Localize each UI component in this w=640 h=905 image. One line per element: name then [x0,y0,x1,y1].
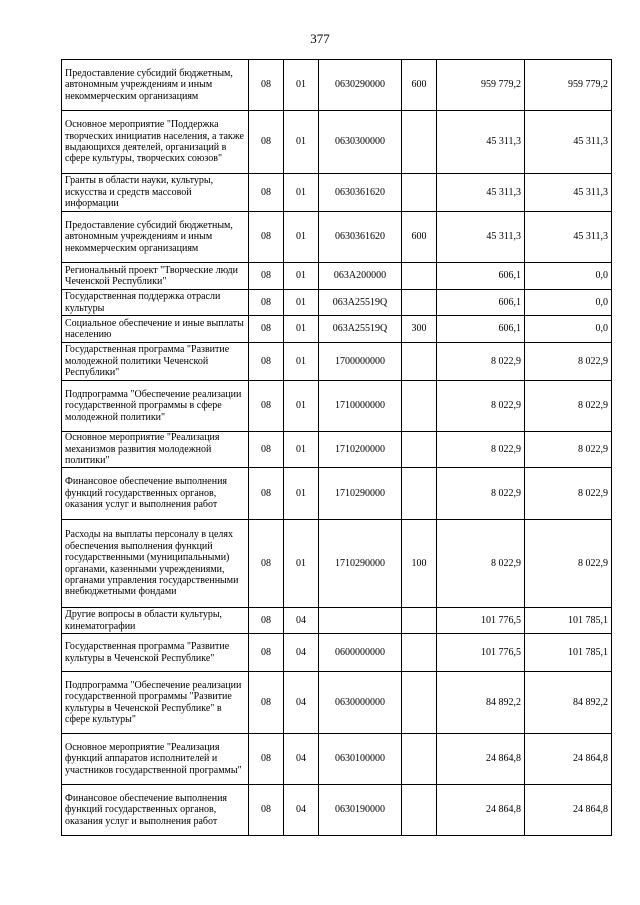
row-sum-year2: 8 022,9 [525,520,612,608]
table-row [62,316,612,343]
row-name: Расходы на выплаты персоналу в целях обеспечения выполнения функций государственными (муниципальными) органами, казенными учреждениями, органами управления государственными внебюджетными фондами [62,520,249,608]
row-subsection: 01 [284,381,319,432]
row-sum-year2: 0,0 [525,290,612,316]
table-row [62,212,612,263]
row-name: Государственная программа "Развитие культуры в Чеченской Республике" [62,634,249,672]
table-row [62,608,612,634]
budget-table [61,59,612,836]
row-subsection: 01 [284,343,319,381]
row-target-code: 0630190000 [319,785,402,836]
row-sum-year1: 45 311,3 [437,111,525,174]
row-sum-year2: 24 864,8 [525,734,612,785]
row-subsection: 01 [284,263,319,290]
row-name: Основное мероприятие "Поддержка творческих инициатив населения, а также выдающихся деятелей, организаций в сфере культуры, творческих союзов" [62,111,249,174]
row-expense-type [402,734,437,785]
row-name: Предоставление субсидий бюджетным, автономным учреждениям и иным некоммерческим организациям [62,212,249,263]
row-target-code [319,608,402,634]
row-name: Другие вопросы в области культуры, кинематографии [62,608,249,634]
row-sum-year2: 45 311,3 [525,111,612,174]
row-name: Основное мероприятие "Реализация функций аппаратов исполнителей и участников государственной программы" [62,734,249,785]
row-sum-year1: 84 892,2 [437,672,525,734]
row-sum-year1: 45 311,3 [437,212,525,263]
row-sum-year2: 84 892,2 [525,672,612,734]
row-section: 08 [249,111,284,174]
table-row [62,381,612,432]
row-sum-year1: 101 776,5 [437,634,525,672]
row-target-code: 0600000000 [319,634,402,672]
table-row [62,174,612,212]
row-target-code: 1710290000 [319,520,402,608]
row-target-code: 0630100000 [319,734,402,785]
row-expense-type [402,343,437,381]
row-sum-year2: 8 022,9 [525,468,612,520]
row-sum-year2: 101 785,1 [525,608,612,634]
row-sum-year2: 101 785,1 [525,634,612,672]
row-sum-year1: 959 779,2 [437,60,525,111]
row-section: 08 [249,174,284,212]
row-sum-year1: 45 311,3 [437,174,525,212]
row-section: 08 [249,734,284,785]
row-target-code: 063А200000 [319,263,402,290]
page-number: 377 [310,31,330,46]
table-row [62,672,612,734]
row-target-code: 1710290000 [319,468,402,520]
row-section: 08 [249,785,284,836]
row-target-code: 1710000000 [319,381,402,432]
row-target-code: 063А25519Q [319,316,402,343]
row-sum-year1: 606,1 [437,290,525,316]
row-expense-type [402,672,437,734]
row-subsection: 01 [284,520,319,608]
row-expense-type [402,468,437,520]
row-name: Региональный проект "Творческие люди Чеченской Республики" [62,263,249,290]
row-expense-type [402,608,437,634]
row-sum-year1: 606,1 [437,316,525,343]
row-sum-year2: 0,0 [525,316,612,343]
row-subsection: 04 [284,785,319,836]
row-sum-year2: 8 022,9 [525,432,612,468]
row-expense-type [402,634,437,672]
row-sum-year1: 8 022,9 [437,343,525,381]
table-row [62,634,612,672]
row-expense-type [402,785,437,836]
row-section: 08 [249,468,284,520]
row-sum-year1: 24 864,8 [437,734,525,785]
row-subsection: 01 [284,174,319,212]
row-name: Подпрограмма "Обеспечение реализации государственной программы "Развитие культуры в Чеченской Республике" в сфере культуры" [62,672,249,734]
row-expense-type [402,381,437,432]
row-name: Государственная поддержка отрасли культуры [62,290,249,316]
row-subsection: 01 [284,468,319,520]
row-section: 08 [249,60,284,111]
row-target-code: 0630000000 [319,672,402,734]
row-sum-year2: 8 022,9 [525,343,612,381]
row-section: 08 [249,263,284,290]
row-name: Предоставление субсидий бюджетным, автономным учреждениям и иным некоммерческим организациям [62,60,249,111]
row-target-code: 0630361620 [319,212,402,263]
row-sum-year2: 8 022,9 [525,381,612,432]
row-expense-type [402,432,437,468]
row-target-code: 063А25519Q [319,290,402,316]
row-subsection: 04 [284,608,319,634]
row-sum-year2: 45 311,3 [525,174,612,212]
row-target-code: 1700000000 [319,343,402,381]
row-section: 08 [249,520,284,608]
row-name: Финансовое обеспечение выполнения функций государственных органов, оказания услуг и выполнения работ [62,468,249,520]
table-row [62,520,612,608]
row-name: Государственная программа "Развитие молодежной политики Чеченской Республики" [62,343,249,381]
row-section: 08 [249,634,284,672]
row-target-code: 0630290000 [319,60,402,111]
table-row [62,785,612,836]
row-sum-year1: 8 022,9 [437,520,525,608]
row-subsection: 01 [284,316,319,343]
row-section: 08 [249,672,284,734]
row-name: Социальное обеспечение и иные выплаты населению [62,316,249,343]
row-subsection: 01 [284,60,319,111]
row-target-code: 1710200000 [319,432,402,468]
table-row [62,468,612,520]
row-expense-type: 600 [402,212,437,263]
row-name: Подпрограмма "Обеспечение реализации государственной программы в сфере молодежной политики" [62,381,249,432]
table-row [62,60,612,111]
row-section: 08 [249,343,284,381]
row-name: Финансовое обеспечение выполнения функций государственных органов, оказания услуг и выполнения работ [62,785,249,836]
row-sum-year1: 8 022,9 [437,432,525,468]
row-expense-type: 100 [402,520,437,608]
table-row [62,734,612,785]
row-section: 08 [249,212,284,263]
row-sum-year1: 606,1 [437,263,525,290]
row-expense-type: 300 [402,316,437,343]
row-expense-type [402,263,437,290]
row-expense-type: 600 [402,60,437,111]
row-subsection: 01 [284,212,319,263]
row-section: 08 [249,290,284,316]
row-subsection: 04 [284,734,319,785]
table-row [62,432,612,468]
row-name: Гранты в области науки, культуры, искусства и средств массовой информации [62,174,249,212]
table-row [62,343,612,381]
table-row [62,290,612,316]
row-subsection: 01 [284,290,319,316]
table-row [62,111,612,174]
row-subsection: 04 [284,634,319,672]
row-sum-year2: 959 779,2 [525,60,612,111]
row-sum-year2: 24 864,8 [525,785,612,836]
row-sum-year2: 45 311,3 [525,212,612,263]
table-row [62,263,612,290]
row-subsection: 04 [284,672,319,734]
row-sum-year1: 8 022,9 [437,468,525,520]
row-expense-type [402,111,437,174]
row-section: 08 [249,432,284,468]
row-sum-year1: 24 864,8 [437,785,525,836]
row-section: 08 [249,316,284,343]
row-name: Основное мероприятие "Реализация механизмов развития молодежной политики" [62,432,249,468]
row-subsection: 01 [284,111,319,174]
row-subsection: 01 [284,432,319,468]
row-expense-type [402,290,437,316]
row-section: 08 [249,608,284,634]
row-expense-type [402,174,437,212]
row-section: 08 [249,381,284,432]
row-sum-year1: 8 022,9 [437,381,525,432]
row-sum-year2: 0,0 [525,263,612,290]
row-target-code: 0630300000 [319,111,402,174]
row-target-code: 0630361620 [319,174,402,212]
row-sum-year1: 101 776,5 [437,608,525,634]
